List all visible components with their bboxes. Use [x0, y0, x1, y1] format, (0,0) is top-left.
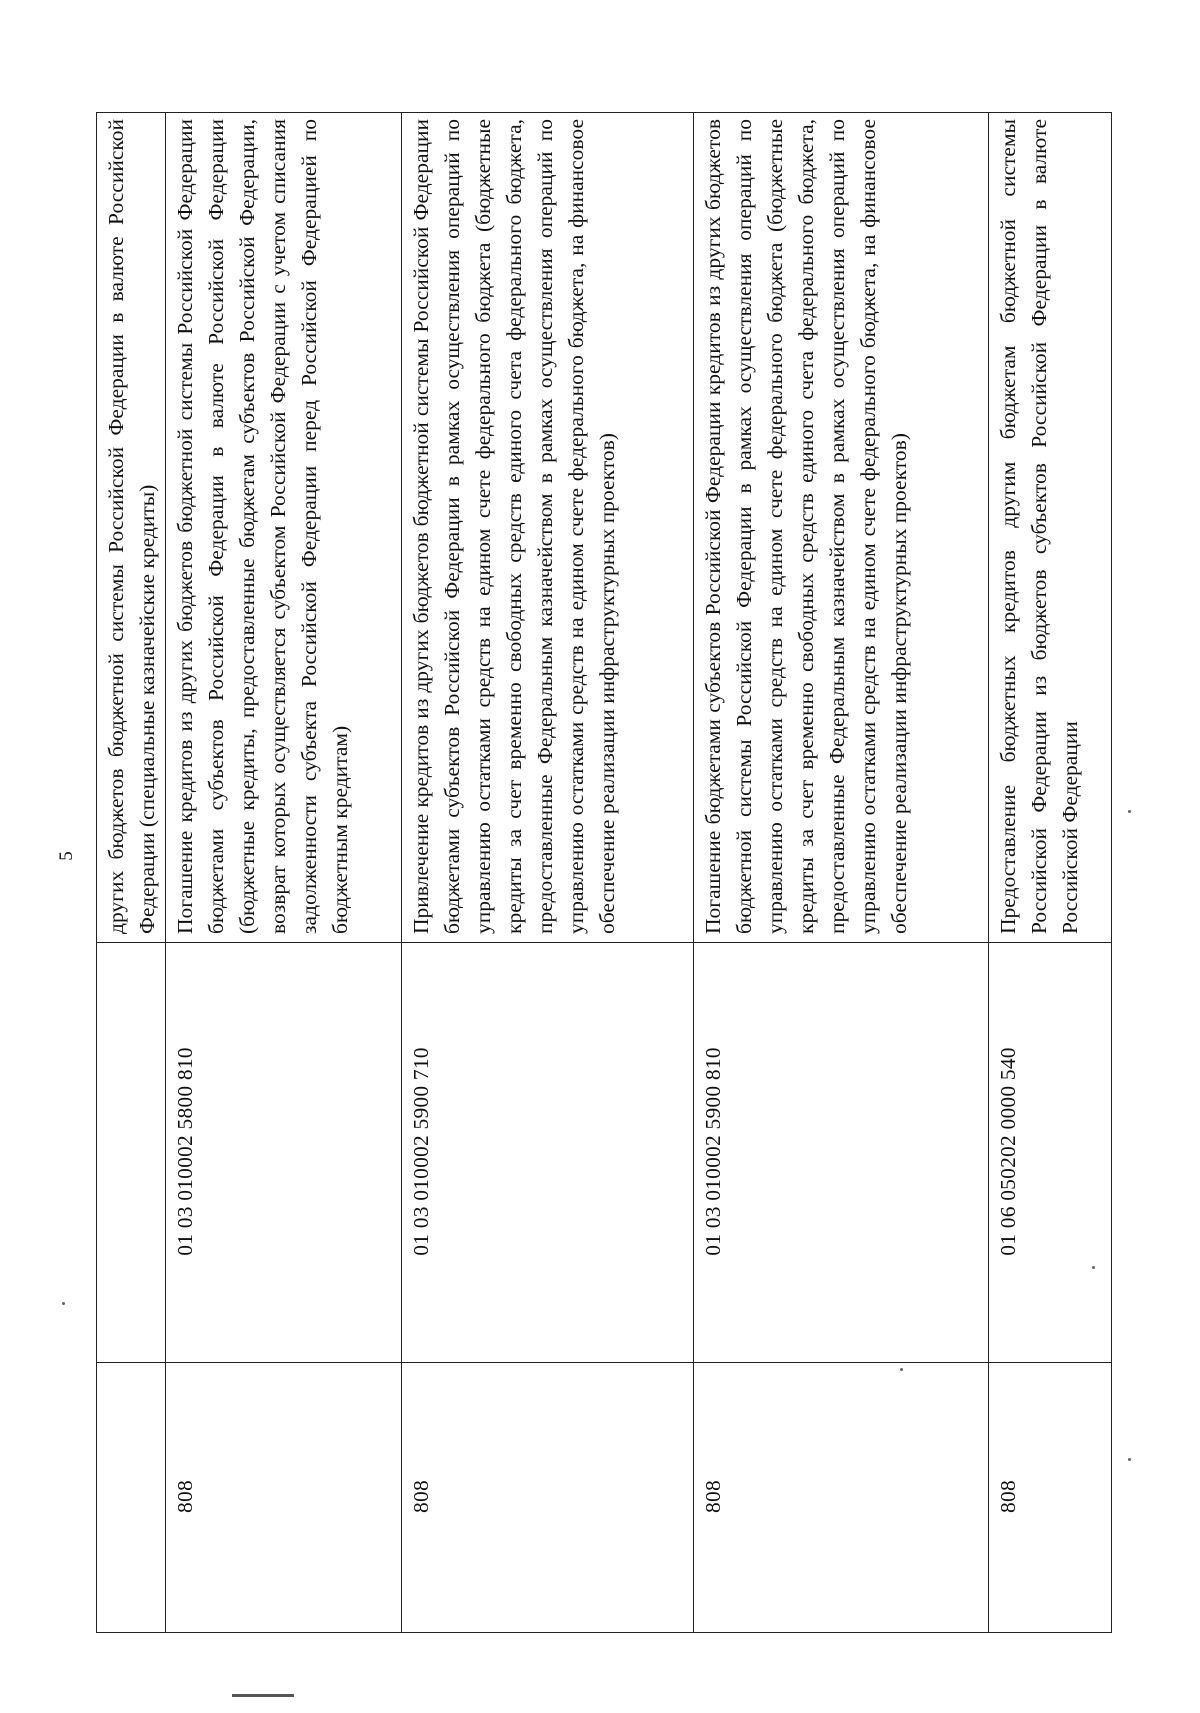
table-row [97, 113, 166, 1633]
description-cell: Погашение бюджетами субъектов Российской Федерации кредитов из других бюджетов бюджетной системы Российской Федерации в рамках осуществления операций по управлению остатками средств на едином счете федерального бюджета (бюджетные кредиты за счет временно свободных средств единого счета федерального бюджета, предоставленные Федеральным казначейством в рамках осуществления операций по управлению остатками средств на едином счете федерального бюджета, на финансовое обеспечение реализации инфраструктурных проектов) [694, 113, 989, 943]
admin-code-cell: 808 [166, 1363, 402, 1633]
budget-code-cell: 01 03 010002 5900 810 [694, 943, 989, 1363]
description-cell: Погашение кредитов из других бюджетов бюджетной системы Российской Федерации бюджетами субъектов Российской Федерации в валюте Российской Федерации (бюджетные кредиты, предоставленные бюджетам субъектов Российской Федерации, возврат которых осуществляется субъектом Российской Федерации с учетом списания задолженности субъекта Российской Федерации перед Российской Федерацией по бюджетным кредитам) [166, 113, 402, 943]
scan-speck [62, 1302, 65, 1305]
page-number: 5 [56, 851, 77, 861]
budget-code-cell: 01 03 010002 5900 710 [402, 943, 694, 1363]
rotated-table-container [96, 113, 1106, 1633]
budget-code-cell: 01 03 010002 5800 810 [166, 943, 402, 1363]
admin-code-cell: 808 [402, 1363, 694, 1633]
table-row [402, 113, 694, 1633]
scan-speck [900, 1368, 903, 1371]
scan-speck [1128, 810, 1131, 813]
table-row [694, 113, 989, 1633]
scan-edge-mark [232, 1694, 294, 1697]
description-cell: Привлечение кредитов из других бюджетов бюджетной системы Российской Федерации бюджетами субъектов Российской Федерации в рамках осуществления операций по управлению остатками средств на едином счете федерального бюджета (бюджетные кредиты за счет временно свободных средств единого счета федерального бюджета, предоставленные Федеральным казначейством в рамках осуществления операций по управлению остатками средств на едином счете федерального бюджета, на финансовое обеспечение реализации инфраструктурных проектов) [402, 113, 694, 943]
admin-code-cell [97, 1363, 166, 1633]
budget-classification-table [96, 112, 1112, 1633]
budget-code-cell: 01 06 050202 0000 540 [989, 943, 1112, 1363]
description-cell: других бюджетов бюджетной системы Российской Федерации в валюте Российской Федерации (специальные казначейские кредиты) [97, 113, 166, 943]
table-row [989, 113, 1112, 1633]
admin-code-cell: 808 [989, 1363, 1112, 1633]
scan-speck [1128, 1458, 1131, 1461]
budget-code-cell [97, 943, 166, 1363]
scan-speck [1092, 1266, 1095, 1269]
description-cell: Предоставление бюджетных кредитов другим бюджетам бюджетной системы Российской Федерации из бюджетов субъектов Российской Федерации в валюте Российской Федерации [989, 113, 1112, 943]
admin-code-cell: 808 [694, 1363, 989, 1633]
table-row [166, 113, 402, 1633]
